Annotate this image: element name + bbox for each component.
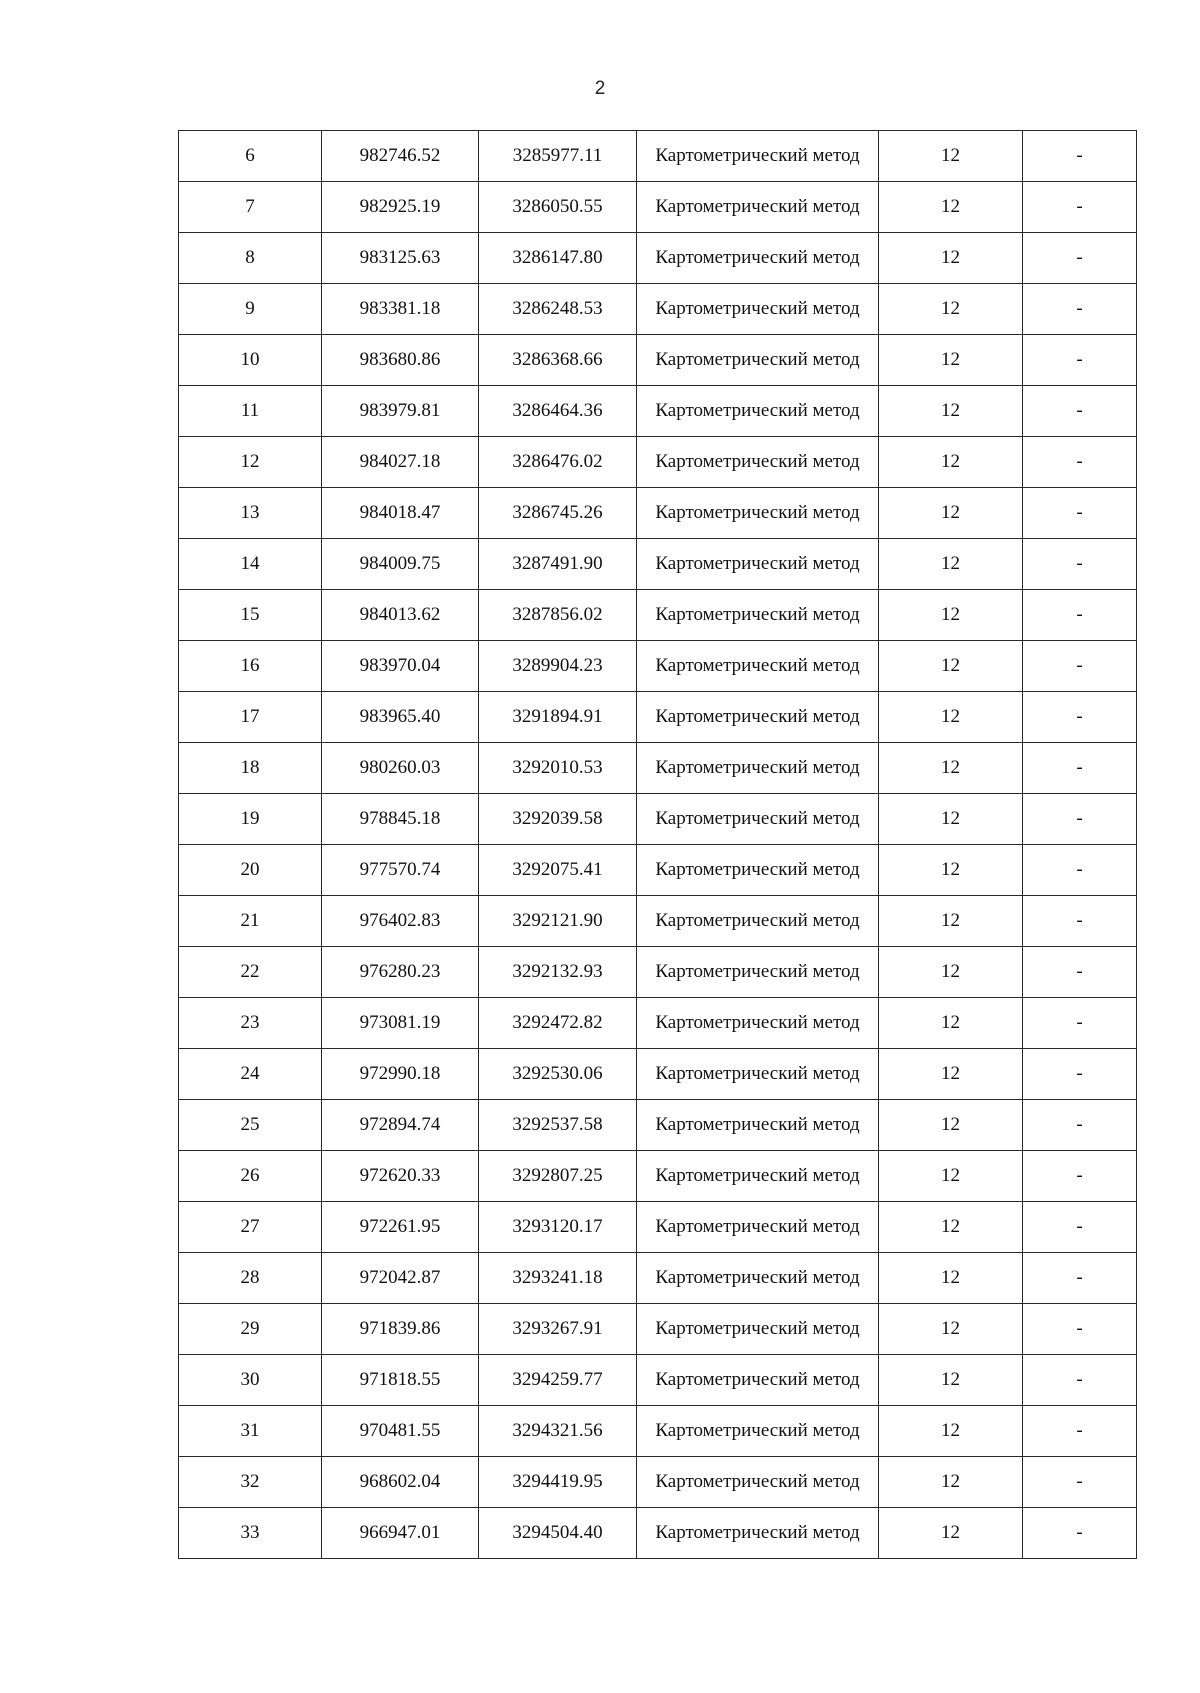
x-coordinate-cell: 971818.55	[322, 1355, 479, 1406]
note-cell: -	[1023, 335, 1137, 386]
x-coordinate-cell: 983125.63	[322, 233, 479, 284]
accuracy-cell: 12	[879, 488, 1023, 539]
point-number-cell: 7	[179, 182, 322, 233]
table-row	[179, 1355, 1137, 1406]
method-cell: Картометрический метод	[637, 845, 879, 896]
note-cell: -	[1023, 998, 1137, 1049]
method-cell: Картометрический метод	[637, 1508, 879, 1559]
x-coordinate-cell: 972042.87	[322, 1253, 479, 1304]
y-coordinate-cell: 3286147.80	[479, 233, 637, 284]
note-cell: -	[1023, 794, 1137, 845]
method-cell: Картометрический метод	[637, 1355, 879, 1406]
x-coordinate-cell: 973081.19	[322, 998, 479, 1049]
y-coordinate-cell: 3286050.55	[479, 182, 637, 233]
accuracy-cell: 12	[879, 1355, 1023, 1406]
accuracy-cell: 12	[879, 845, 1023, 896]
point-number-cell: 29	[179, 1304, 322, 1355]
note-cell: -	[1023, 539, 1137, 590]
point-number-cell: 11	[179, 386, 322, 437]
note-cell: -	[1023, 1151, 1137, 1202]
y-coordinate-cell: 3292039.58	[479, 794, 637, 845]
x-coordinate-cell: 972261.95	[322, 1202, 479, 1253]
x-coordinate-cell: 984018.47	[322, 488, 479, 539]
method-cell: Картометрический метод	[637, 1202, 879, 1253]
method-cell: Картометрический метод	[637, 998, 879, 1049]
table-row	[179, 590, 1137, 641]
y-coordinate-cell: 3294419.95	[479, 1457, 637, 1508]
note-cell: -	[1023, 437, 1137, 488]
y-coordinate-cell: 3287491.90	[479, 539, 637, 590]
x-coordinate-cell: 976280.23	[322, 947, 479, 998]
point-number-cell: 28	[179, 1253, 322, 1304]
note-cell: -	[1023, 1049, 1137, 1100]
point-number-cell: 33	[179, 1508, 322, 1559]
table-row	[179, 1100, 1137, 1151]
method-cell: Картометрический метод	[637, 947, 879, 998]
point-number-cell: 8	[179, 233, 322, 284]
y-coordinate-cell: 3294321.56	[479, 1406, 637, 1457]
accuracy-cell: 12	[879, 233, 1023, 284]
x-coordinate-cell: 971839.86	[322, 1304, 479, 1355]
note-cell: -	[1023, 1508, 1137, 1559]
note-cell: -	[1023, 488, 1137, 539]
accuracy-cell: 12	[879, 1151, 1023, 1202]
method-cell: Картометрический метод	[637, 794, 879, 845]
point-number-cell: 23	[179, 998, 322, 1049]
note-cell: -	[1023, 845, 1137, 896]
table-row	[179, 182, 1137, 233]
y-coordinate-cell: 3294259.77	[479, 1355, 637, 1406]
x-coordinate-cell: 972990.18	[322, 1049, 479, 1100]
table-row	[179, 386, 1137, 437]
page-number: 2	[594, 78, 606, 99]
y-coordinate-cell: 3292530.06	[479, 1049, 637, 1100]
accuracy-cell: 12	[879, 1100, 1023, 1151]
table-row	[179, 1253, 1137, 1304]
point-number-cell: 31	[179, 1406, 322, 1457]
note-cell: -	[1023, 131, 1137, 182]
accuracy-cell: 12	[879, 131, 1023, 182]
point-number-cell: 30	[179, 1355, 322, 1406]
point-number-cell: 13	[179, 488, 322, 539]
x-coordinate-cell: 983979.81	[322, 386, 479, 437]
method-cell: Картометрический метод	[637, 1457, 879, 1508]
y-coordinate-cell: 3289904.23	[479, 641, 637, 692]
point-number-cell: 25	[179, 1100, 322, 1151]
note-cell: -	[1023, 692, 1137, 743]
method-cell: Картометрический метод	[637, 233, 879, 284]
y-coordinate-cell: 3286476.02	[479, 437, 637, 488]
y-coordinate-cell: 3293120.17	[479, 1202, 637, 1253]
accuracy-cell: 12	[879, 1508, 1023, 1559]
y-coordinate-cell: 3292075.41	[479, 845, 637, 896]
point-number-cell: 16	[179, 641, 322, 692]
point-number-cell: 18	[179, 743, 322, 794]
note-cell: -	[1023, 590, 1137, 641]
accuracy-cell: 12	[879, 1202, 1023, 1253]
note-cell: -	[1023, 1304, 1137, 1355]
method-cell: Картометрический метод	[637, 335, 879, 386]
table-row	[179, 1202, 1137, 1253]
accuracy-cell: 12	[879, 335, 1023, 386]
y-coordinate-cell: 3286368.66	[479, 335, 637, 386]
table-row	[179, 488, 1137, 539]
note-cell: -	[1023, 1202, 1137, 1253]
y-coordinate-cell: 3293267.91	[479, 1304, 637, 1355]
table-row	[179, 794, 1137, 845]
point-number-cell: 26	[179, 1151, 322, 1202]
table-row	[179, 1049, 1137, 1100]
table-row	[179, 131, 1137, 182]
x-coordinate-cell: 983965.40	[322, 692, 479, 743]
table-row	[179, 1457, 1137, 1508]
note-cell: -	[1023, 1253, 1137, 1304]
y-coordinate-cell: 3292121.90	[479, 896, 637, 947]
note-cell: -	[1023, 743, 1137, 794]
method-cell: Картометрический метод	[637, 692, 879, 743]
table-row	[179, 437, 1137, 488]
y-coordinate-cell: 3287856.02	[479, 590, 637, 641]
accuracy-cell: 12	[879, 539, 1023, 590]
note-cell: -	[1023, 1100, 1137, 1151]
accuracy-cell: 12	[879, 386, 1023, 437]
note-cell: -	[1023, 386, 1137, 437]
accuracy-cell: 12	[879, 182, 1023, 233]
y-coordinate-cell: 3286248.53	[479, 284, 637, 335]
table-row	[179, 1508, 1137, 1559]
table-row	[179, 335, 1137, 386]
method-cell: Картометрический метод	[637, 641, 879, 692]
note-cell: -	[1023, 947, 1137, 998]
point-number-cell: 10	[179, 335, 322, 386]
method-cell: Картометрический метод	[637, 1151, 879, 1202]
method-cell: Картометрический метод	[637, 131, 879, 182]
x-coordinate-cell: 978845.18	[322, 794, 479, 845]
x-coordinate-cell: 972620.33	[322, 1151, 479, 1202]
table-row	[179, 896, 1137, 947]
x-coordinate-cell: 982746.52	[322, 131, 479, 182]
x-coordinate-cell: 980260.03	[322, 743, 479, 794]
note-cell: -	[1023, 182, 1137, 233]
x-coordinate-cell: 968602.04	[322, 1457, 479, 1508]
accuracy-cell: 12	[879, 1406, 1023, 1457]
method-cell: Картометрический метод	[637, 284, 879, 335]
x-coordinate-cell: 983381.18	[322, 284, 479, 335]
table-row	[179, 641, 1137, 692]
y-coordinate-cell: 3285977.11	[479, 131, 637, 182]
point-number-cell: 19	[179, 794, 322, 845]
accuracy-cell: 12	[879, 1457, 1023, 1508]
x-coordinate-cell: 983680.86	[322, 335, 479, 386]
accuracy-cell: 12	[879, 1049, 1023, 1100]
point-number-cell: 32	[179, 1457, 322, 1508]
point-number-cell: 21	[179, 896, 322, 947]
coordinates-table	[178, 130, 1137, 1559]
table-row	[179, 692, 1137, 743]
y-coordinate-cell: 3292010.53	[479, 743, 637, 794]
x-coordinate-cell: 977570.74	[322, 845, 479, 896]
point-number-cell: 12	[179, 437, 322, 488]
accuracy-cell: 12	[879, 1253, 1023, 1304]
accuracy-cell: 12	[879, 743, 1023, 794]
y-coordinate-cell: 3294504.40	[479, 1508, 637, 1559]
point-number-cell: 24	[179, 1049, 322, 1100]
table-row	[179, 284, 1137, 335]
accuracy-cell: 12	[879, 437, 1023, 488]
table-row	[179, 1304, 1137, 1355]
table-row	[179, 1151, 1137, 1202]
note-cell: -	[1023, 233, 1137, 284]
y-coordinate-cell: 3292537.58	[479, 1100, 637, 1151]
table-row	[179, 998, 1137, 1049]
method-cell: Картометрический метод	[637, 437, 879, 488]
note-cell: -	[1023, 1355, 1137, 1406]
table-row	[179, 539, 1137, 590]
note-cell: -	[1023, 641, 1137, 692]
y-coordinate-cell: 3292472.82	[479, 998, 637, 1049]
note-cell: -	[1023, 1457, 1137, 1508]
x-coordinate-cell: 972894.74	[322, 1100, 479, 1151]
method-cell: Картометрический метод	[637, 1253, 879, 1304]
accuracy-cell: 12	[879, 641, 1023, 692]
y-coordinate-cell: 3293241.18	[479, 1253, 637, 1304]
x-coordinate-cell: 984027.18	[322, 437, 479, 488]
method-cell: Картометрический метод	[637, 386, 879, 437]
point-number-cell: 20	[179, 845, 322, 896]
accuracy-cell: 12	[879, 284, 1023, 335]
accuracy-cell: 12	[879, 998, 1023, 1049]
x-coordinate-cell: 984013.62	[322, 590, 479, 641]
coordinates-table-body	[179, 131, 1137, 1559]
y-coordinate-cell: 3286745.26	[479, 488, 637, 539]
method-cell: Картометрический метод	[637, 896, 879, 947]
method-cell: Картометрический метод	[637, 488, 879, 539]
y-coordinate-cell: 3292807.25	[479, 1151, 637, 1202]
accuracy-cell: 12	[879, 692, 1023, 743]
method-cell: Картометрический метод	[637, 1304, 879, 1355]
table-row	[179, 233, 1137, 284]
table-row	[179, 845, 1137, 896]
table-row	[179, 743, 1137, 794]
point-number-cell: 15	[179, 590, 322, 641]
x-coordinate-cell: 983970.04	[322, 641, 479, 692]
accuracy-cell: 12	[879, 896, 1023, 947]
accuracy-cell: 12	[879, 947, 1023, 998]
method-cell: Картометрический метод	[637, 1406, 879, 1457]
method-cell: Картометрический метод	[637, 182, 879, 233]
method-cell: Картометрический метод	[637, 590, 879, 641]
accuracy-cell: 12	[879, 1304, 1023, 1355]
note-cell: -	[1023, 896, 1137, 947]
point-number-cell: 22	[179, 947, 322, 998]
point-number-cell: 9	[179, 284, 322, 335]
table-row	[179, 1406, 1137, 1457]
note-cell: -	[1023, 1406, 1137, 1457]
method-cell: Картометрический метод	[637, 1049, 879, 1100]
method-cell: Картометрический метод	[637, 1100, 879, 1151]
note-cell: -	[1023, 284, 1137, 335]
method-cell: Картометрический метод	[637, 743, 879, 794]
x-coordinate-cell: 976402.83	[322, 896, 479, 947]
accuracy-cell: 12	[879, 794, 1023, 845]
y-coordinate-cell: 3291894.91	[479, 692, 637, 743]
method-cell: Картометрический метод	[637, 539, 879, 590]
y-coordinate-cell: 3292132.93	[479, 947, 637, 998]
accuracy-cell: 12	[879, 590, 1023, 641]
point-number-cell: 17	[179, 692, 322, 743]
x-coordinate-cell: 966947.01	[322, 1508, 479, 1559]
point-number-cell: 14	[179, 539, 322, 590]
point-number-cell: 27	[179, 1202, 322, 1253]
y-coordinate-cell: 3286464.36	[479, 386, 637, 437]
x-coordinate-cell: 984009.75	[322, 539, 479, 590]
point-number-cell: 6	[179, 131, 322, 182]
x-coordinate-cell: 970481.55	[322, 1406, 479, 1457]
x-coordinate-cell: 982925.19	[322, 182, 479, 233]
table-row	[179, 947, 1137, 998]
